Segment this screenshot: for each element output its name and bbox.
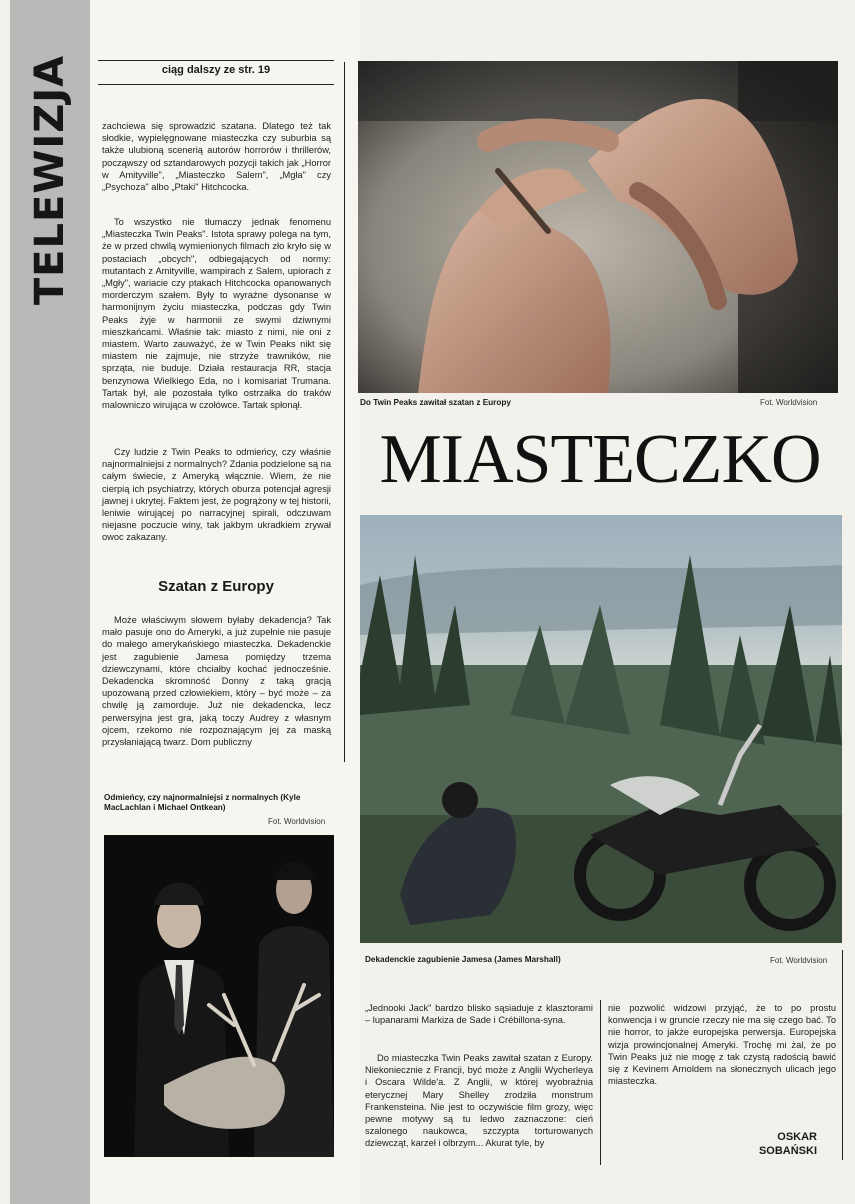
- bottom-paragraph-1: „Jednooki Jack" bardzo blisko sąsiaduje z klasztorami – lupanarami Markiza de Sade i Crébillona-syna.: [365, 1003, 593, 1026]
- author-first-name: OSKAR: [777, 1131, 817, 1143]
- bottom-column-rule: [600, 1000, 601, 1165]
- article-paragraph-1: zachciewa się sprowadzić szatana. Dlatego też tak słodkie, wypielęgnowane miasteczka czy suburbia są także ulubioną scenerią autorów horrorów i thrillerów, począwszy od sztandarowych pozycji takich jak „Horror w Amityville", „Miasteczko Salem", „Mgła" czy „Psychoza" albo „Ptaki" Hitchcocka.: [102, 121, 331, 193]
- bottom-paragraph-2: Do miasteczka Twin Peaks zawitał szatan z Europy. Niekoniecznie z Francji, być może z Anglii Wycherleya i Oscara Wilde'a. Z Anglii, w której wyobraźnia eterycznej Mary Shelley zrodziła monstrum Frankensteina. Nie jest to oczywiście film grozy, więc pewne motywy są tu ledwo zaznaczone: cień szalonego naukowca, szczypta torturowanych dziewcząt, karzeł i olbrzym... Akurat tyle, by: [365, 1053, 593, 1149]
- photo-forest: [360, 515, 842, 943]
- article-paragraph-2: To wszystko nie tłumaczy jednak fenomenu „Miasteczka Twin Peaks". Istota sprawy polega na tym, że w przed chwilą wymienionych filmach zło kryło się w postaciach „obcych", odbiegających od normy: mutantach z Amityville, wampirach z Salem, upiorach z „Mgły", wariacie czy ptakach Hitchcocka opanowanych morderczym szałem. Były to wyraźne dysonanse w harmonijnym życiu miasteczka, podczas gdy Twin Peaks żyje w harmonii ze swymi dziwnymi mieszkańcami. Właśnie tak: miasto z nimi, nie oni z miastem. Warto zauważyć, że w Twin Peaks nikt się miastem nie zajmuje, nie strzyże trawników, nie sprząta, nie buduje. Działa restauracja RR, stacja benzynowa Wielkiego Eda, no i komisariat Trumana. Tartak był, ale pozostała tylko ostrzałka do traków malowniczo wirująca w czołówce. Tartak spłonął.: [102, 217, 331, 411]
- article-paragraph-3: Czy ludzie z Twin Peaks to odmieńcy, czy właśnie najnormalniejsi z normalnych? Zdania podzielone są na całym świecie, z Ameryką włącznie. Wiem, że nie cierpią ich psychiatrzy, których oburza potencjał agresji jawnej i ukrytej. Faktem jest, że pogrążony w tej historii, leniwie wirującej po narracyjnej spirali, odczuwam niejasne poczucie winy, tak jakbym ukradkiem zrywał owoc zakazany.: [102, 447, 331, 543]
- bottom-paragraph-3: nie pozwolić widzowi przyjąć, że to po prostu konwencja i w gruncie rzeczy nie ma się czego bać. To nie horror, to jakże europejska perwersja. Europejska wizja prowincjonalnej Ameryki. Trochę mi żal, że po Twin Peaks już nie mogę z tak czystą radością bawić się z Kevinem Arnoldem na słonecznych ulicach jego miasteczka.: [608, 1003, 836, 1087]
- continuation-note: ciąg dalszy ze str. 19: [161, 64, 271, 76]
- bottom-right-rule: [842, 950, 843, 1160]
- photo-hands: [358, 61, 838, 393]
- article-paragraph-4: Może właściwym słowem byłaby dekadencja? Tak mało pasuje ono do Ameryki, a już zupełnie nie pasuje do małego amerykańskiego miasteczka. Dekadenckie jest zagubienie Jamesa pomiędzy trzema dziewczynami, które chciałby kochać jednocześnie. Dekadencka skromność Donny z taką gracją upozowaną przed człowiekiem, który – być może – za chwilę ją zamorduje. Już nie dekadencka, lecz perwersyjna jest gra, jaką toczy Audrey z własnym ojcem, rzekomo nie rozpoznającym jej za maską przysłaniającą twarz. Dom publiczny: [102, 615, 331, 748]
- subheading: Szatan z Europy: [158, 578, 274, 595]
- caption-forest: Dekadenckie zagubienie Jamesa (James Marshall): [365, 955, 561, 964]
- continuation-rule: [98, 84, 334, 85]
- column-rule: [344, 62, 345, 762]
- author-byline: [759, 1130, 817, 1158]
- credit-forest: Fot. Worldvision: [770, 956, 828, 965]
- caption-hands: Do Twin Peaks zawitał szatan z Europy: [360, 398, 511, 407]
- credit-agents: Fot. Worldvision: [268, 817, 326, 826]
- section-label: [20, 54, 80, 306]
- headline: MIASTECZKO: [379, 421, 821, 498]
- photo-agents: [104, 835, 334, 1157]
- author-last-name: SOBAŃSKI: [758, 1145, 817, 1157]
- top-rule: [98, 60, 334, 61]
- section-label-text: TELEWIZJA: [27, 54, 73, 306]
- credit-hands: Fot. Worldvision: [760, 398, 818, 407]
- caption-agents: Odmieńcy, czy najnormalniejsi z normalnych (Kyle MacLachlan i Michael Ontkean): [104, 793, 301, 812]
